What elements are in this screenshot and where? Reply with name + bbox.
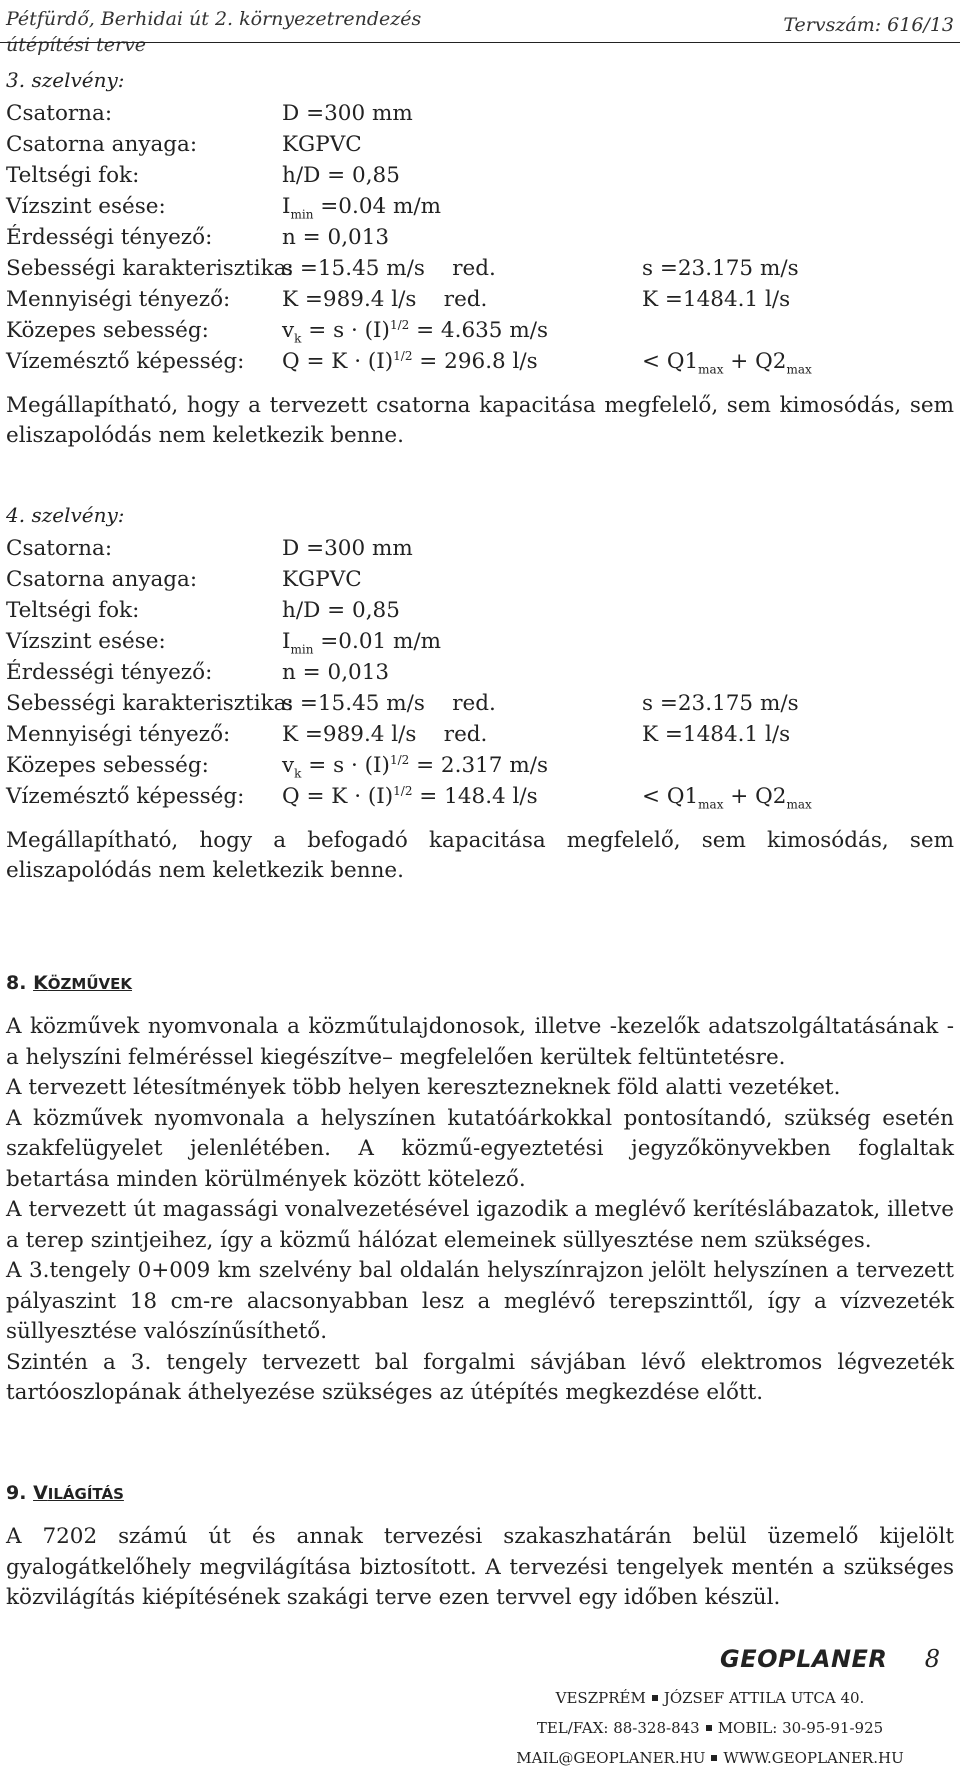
bullet-square-icon: [652, 1695, 658, 1701]
company-logo: GEOPLANER: [720, 1645, 888, 1673]
row-value-reduced: s =23.175 m/s: [642, 256, 799, 281]
section-3: [6, 68, 954, 451]
value-subscript: min: [290, 207, 314, 222]
page-number: 8: [924, 1645, 940, 1673]
comparison-subscript: max: [698, 362, 724, 377]
header-project-line2: útépítési terve: [6, 34, 147, 56]
value-number: =0.04 m/m: [313, 194, 442, 219]
value-formula: = s · (I): [301, 753, 390, 778]
vilagitas-body: [6, 1522, 954, 1614]
row-label: Teltségi fok:: [6, 598, 140, 623]
row-label: Közepes sebesség:: [6, 753, 209, 778]
heading-number: 9.: [6, 1482, 34, 1504]
row-value: h/D = 0,85: [282, 163, 400, 188]
row-value-reduced: s =23.175 m/s: [642, 691, 799, 716]
row-label: Csatorna:: [6, 101, 113, 126]
row-label: Érdességi tényező:: [6, 225, 213, 250]
header-project-line1: Pétfürdő, Berhidai út 2. környezetrendezés: [6, 8, 422, 30]
row-value: K =989.4 l/s red.: [282, 722, 488, 747]
row-mennyisegi: [6, 719, 954, 750]
value-formula: Q = K · (I): [282, 784, 394, 809]
row-vizemeszto: [6, 346, 954, 377]
row-value: s =15.45 m/s red.: [282, 691, 496, 716]
row-teltseg: [6, 160, 954, 191]
bullet-square-icon: [711, 1755, 717, 1761]
value-exponent: 1/2: [389, 752, 410, 767]
row-label: Csatorna anyaga:: [6, 567, 198, 592]
section-conclusion: Megállapítható, hogy a tervezett csatorna kapacitása megfelelő, sem kimosódás, sem eliszapolódás nem keletkezik benne.: [6, 393, 954, 448]
comparison-part: < Q1: [642, 349, 699, 374]
row-value: KGPVC: [282, 132, 362, 157]
value-subscript: k: [294, 766, 302, 781]
row-value: K =989.4 l/s red.: [282, 287, 488, 312]
value-symbol: v: [282, 318, 295, 343]
row-label: Vízszint esése:: [6, 629, 166, 654]
comparison-part: + Q2: [723, 784, 787, 809]
row-label: Mennyiségi tényező:: [6, 722, 231, 747]
footer-email[interactable]: MAIL@GEOPLANER.HU: [516, 1749, 706, 1767]
row-value: D =300 mm: [282, 101, 413, 126]
section-4: [6, 503, 954, 886]
row-value: [282, 626, 441, 657]
row-sebessegi: [6, 688, 954, 719]
heading-kozmuvek: [6, 972, 132, 994]
value-number: = 148.4 l/s: [412, 784, 538, 809]
row-label: Mennyiségi tényező:: [6, 287, 231, 312]
value-symbol: v: [282, 753, 295, 778]
value-subscript: k: [294, 331, 302, 346]
row-erdesseg: [6, 222, 954, 253]
row-kozepes: [6, 315, 954, 346]
comparison-part: + Q2: [723, 349, 787, 374]
row-comparison: [642, 781, 812, 812]
row-label: Érdességi tényező:: [6, 660, 213, 685]
value-subscript: min: [290, 642, 314, 657]
row-value: s =15.45 m/s red.: [282, 256, 496, 281]
section-title: 4. szelvény:: [6, 503, 125, 527]
row-vizszint: [6, 626, 954, 657]
kozmuvek-para: A közművek nyomvonala a helyszínen kutatóárkokkal pontosítandó, szükség esetén szakfelügyelet jelenlétében. A közmű-egyeztetési jegyzőkönyvekben foglaltak betartása minden körülmények között kötelező.: [6, 1105, 954, 1192]
row-anyag: [6, 129, 954, 160]
footer-telfax: TEL/FAX: 88-328-843: [536, 1719, 700, 1737]
bullet-square-icon: [706, 1725, 712, 1731]
row-comparison: [642, 346, 812, 377]
row-label: Csatorna:: [6, 536, 113, 561]
value-exponent: 1/2: [393, 783, 413, 798]
header-rule: [0, 42, 960, 43]
row-anyag: [6, 564, 954, 595]
footer-address: [470, 1689, 950, 1707]
footer-mobile: MOBIL: 30-95-91-925: [717, 1719, 884, 1737]
heading-rest: ILÁGÍTÁS: [47, 1485, 124, 1503]
row-label: Teltségi fok:: [6, 163, 140, 188]
row-value: h/D = 0,85: [282, 598, 400, 623]
row-vizemeszto: [6, 781, 954, 812]
row-value: D =300 mm: [282, 536, 413, 561]
heading-vilagitas: [6, 1482, 124, 1504]
heading-number: 8.: [6, 972, 34, 994]
footer-web: [470, 1749, 950, 1767]
value-number: = 4.635 m/s: [409, 318, 548, 343]
header-plan-number: Tervszám: 616/13: [783, 14, 954, 36]
row-csatorna: [6, 533, 954, 564]
value-number: =0.01 m/m: [313, 629, 442, 654]
row-teltseg: [6, 595, 954, 626]
heading-text: [33, 972, 132, 994]
value-number: = 296.8 l/s: [412, 349, 538, 374]
kozmuvek-para: A tervezett út magassági vonalvezetésével igazodik a meglévő kerítéslábazatok, illetve a terep szintjeihez, így a közmű hálózat elemeinek süllyesztése nem szükséges.: [6, 1197, 954, 1253]
kozmuvek-body: [6, 1012, 954, 1409]
footer-street: JÓZSEF ATTILA UTCA 40.: [663, 1689, 865, 1707]
row-value: n = 0,013: [282, 660, 390, 685]
row-vizszint: [6, 191, 954, 222]
row-erdesseg: [6, 657, 954, 688]
row-label: Sebességi karakterisztika:: [6, 691, 294, 716]
row-label: Vízemésztő képesség:: [6, 784, 245, 809]
comparison-part: < Q1: [642, 784, 699, 809]
heading-rest: ÖZMŰVEK: [47, 975, 133, 993]
comparison-subscript: max: [786, 797, 812, 812]
vilagitas-para: A 7202 számú út és annak tervezési szakaszhatárán belül üzemelő kijelölt gyalogátkelőhely megvilágítása biztosított. A tervezési tengelyek mentén a szükséges közvilágítás kiépítésének szakági terve ezen tervvel egy időben készül.: [6, 1524, 954, 1610]
row-value: [282, 315, 548, 346]
value-formula: = s · (I): [301, 318, 390, 343]
row-value-reduced: K =1484.1 l/s: [642, 722, 791, 747]
row-mennyisegi: [6, 284, 954, 315]
heading-initial: V: [33, 1482, 48, 1504]
value-number: = 2.317 m/s: [409, 753, 548, 778]
kozmuvek-para: A tervezett létesítmények több helyen keresztezneknek föld alatti vezetéket.: [6, 1075, 841, 1100]
row-kozepes: [6, 750, 954, 781]
value-exponent: 1/2: [393, 348, 413, 363]
value-formula: Q = K · (I): [282, 349, 394, 374]
kozmuvek-para: A közművek nyomvonala a közműtulajdonosok, illetve -kezelők adatszolgáltatásának - a helyszíni felméréssel kiegészítve– megfelelően kerültek feltüntetésre.: [6, 1014, 954, 1070]
row-value: [282, 191, 441, 222]
row-label: Vízemésztő képesség:: [6, 349, 245, 374]
row-label: Sebességi karakterisztika:: [6, 256, 294, 281]
row-value: [282, 781, 538, 812]
value-symbol: I: [282, 629, 291, 654]
section-conclusion: Megállapítható, hogy a befogadó kapacitása megfelelő, sem kimosódás, sem eliszapolódás nem keletkezik benne.: [6, 828, 954, 883]
row-csatorna: [6, 98, 954, 129]
row-value-reduced: K =1484.1 l/s: [642, 287, 791, 312]
row-value: [282, 346, 538, 377]
footer-website[interactable]: WWW.GEOPLANER.HU: [723, 1749, 904, 1767]
row-label: Közepes sebesség:: [6, 318, 209, 343]
value-symbol: I: [282, 194, 291, 219]
header-project: [6, 6, 421, 58]
row-value: KGPVC: [282, 567, 362, 592]
row-label: Vízszint esése:: [6, 194, 166, 219]
row-sebessegi: [6, 253, 954, 284]
row-label: Csatorna anyaga:: [6, 132, 198, 157]
row-value: [282, 750, 548, 781]
footer-city: VESZPRÉM: [555, 1689, 646, 1707]
kozmuvek-para: A 3.tengely 0+009 km szelvény bal oldalán helyszínrajzon jelölt helyszínen a tervezett pályaszint 18 cm-re alacsonyabban lesz a meglévő terepszinttől, így a vízvezeték süllyesztése valószínűsíthető.: [6, 1258, 954, 1344]
comparison-subscript: max: [698, 797, 724, 812]
comparison-subscript: max: [786, 362, 812, 377]
heading-initial: K: [33, 972, 48, 994]
row-value: n = 0,013: [282, 225, 390, 250]
section-title: 3. szelvény:: [6, 68, 125, 92]
heading-text: [33, 1482, 124, 1504]
value-exponent: 1/2: [389, 317, 410, 332]
footer-phone: [470, 1719, 950, 1737]
kozmuvek-para: Szintén a 3. tengely tervezett bal forgalmi sávjában lévő elektromos légvezeték tartóoszlopának áthelyezése szükséges az útépítés megkezdése előtt.: [6, 1349, 954, 1405]
